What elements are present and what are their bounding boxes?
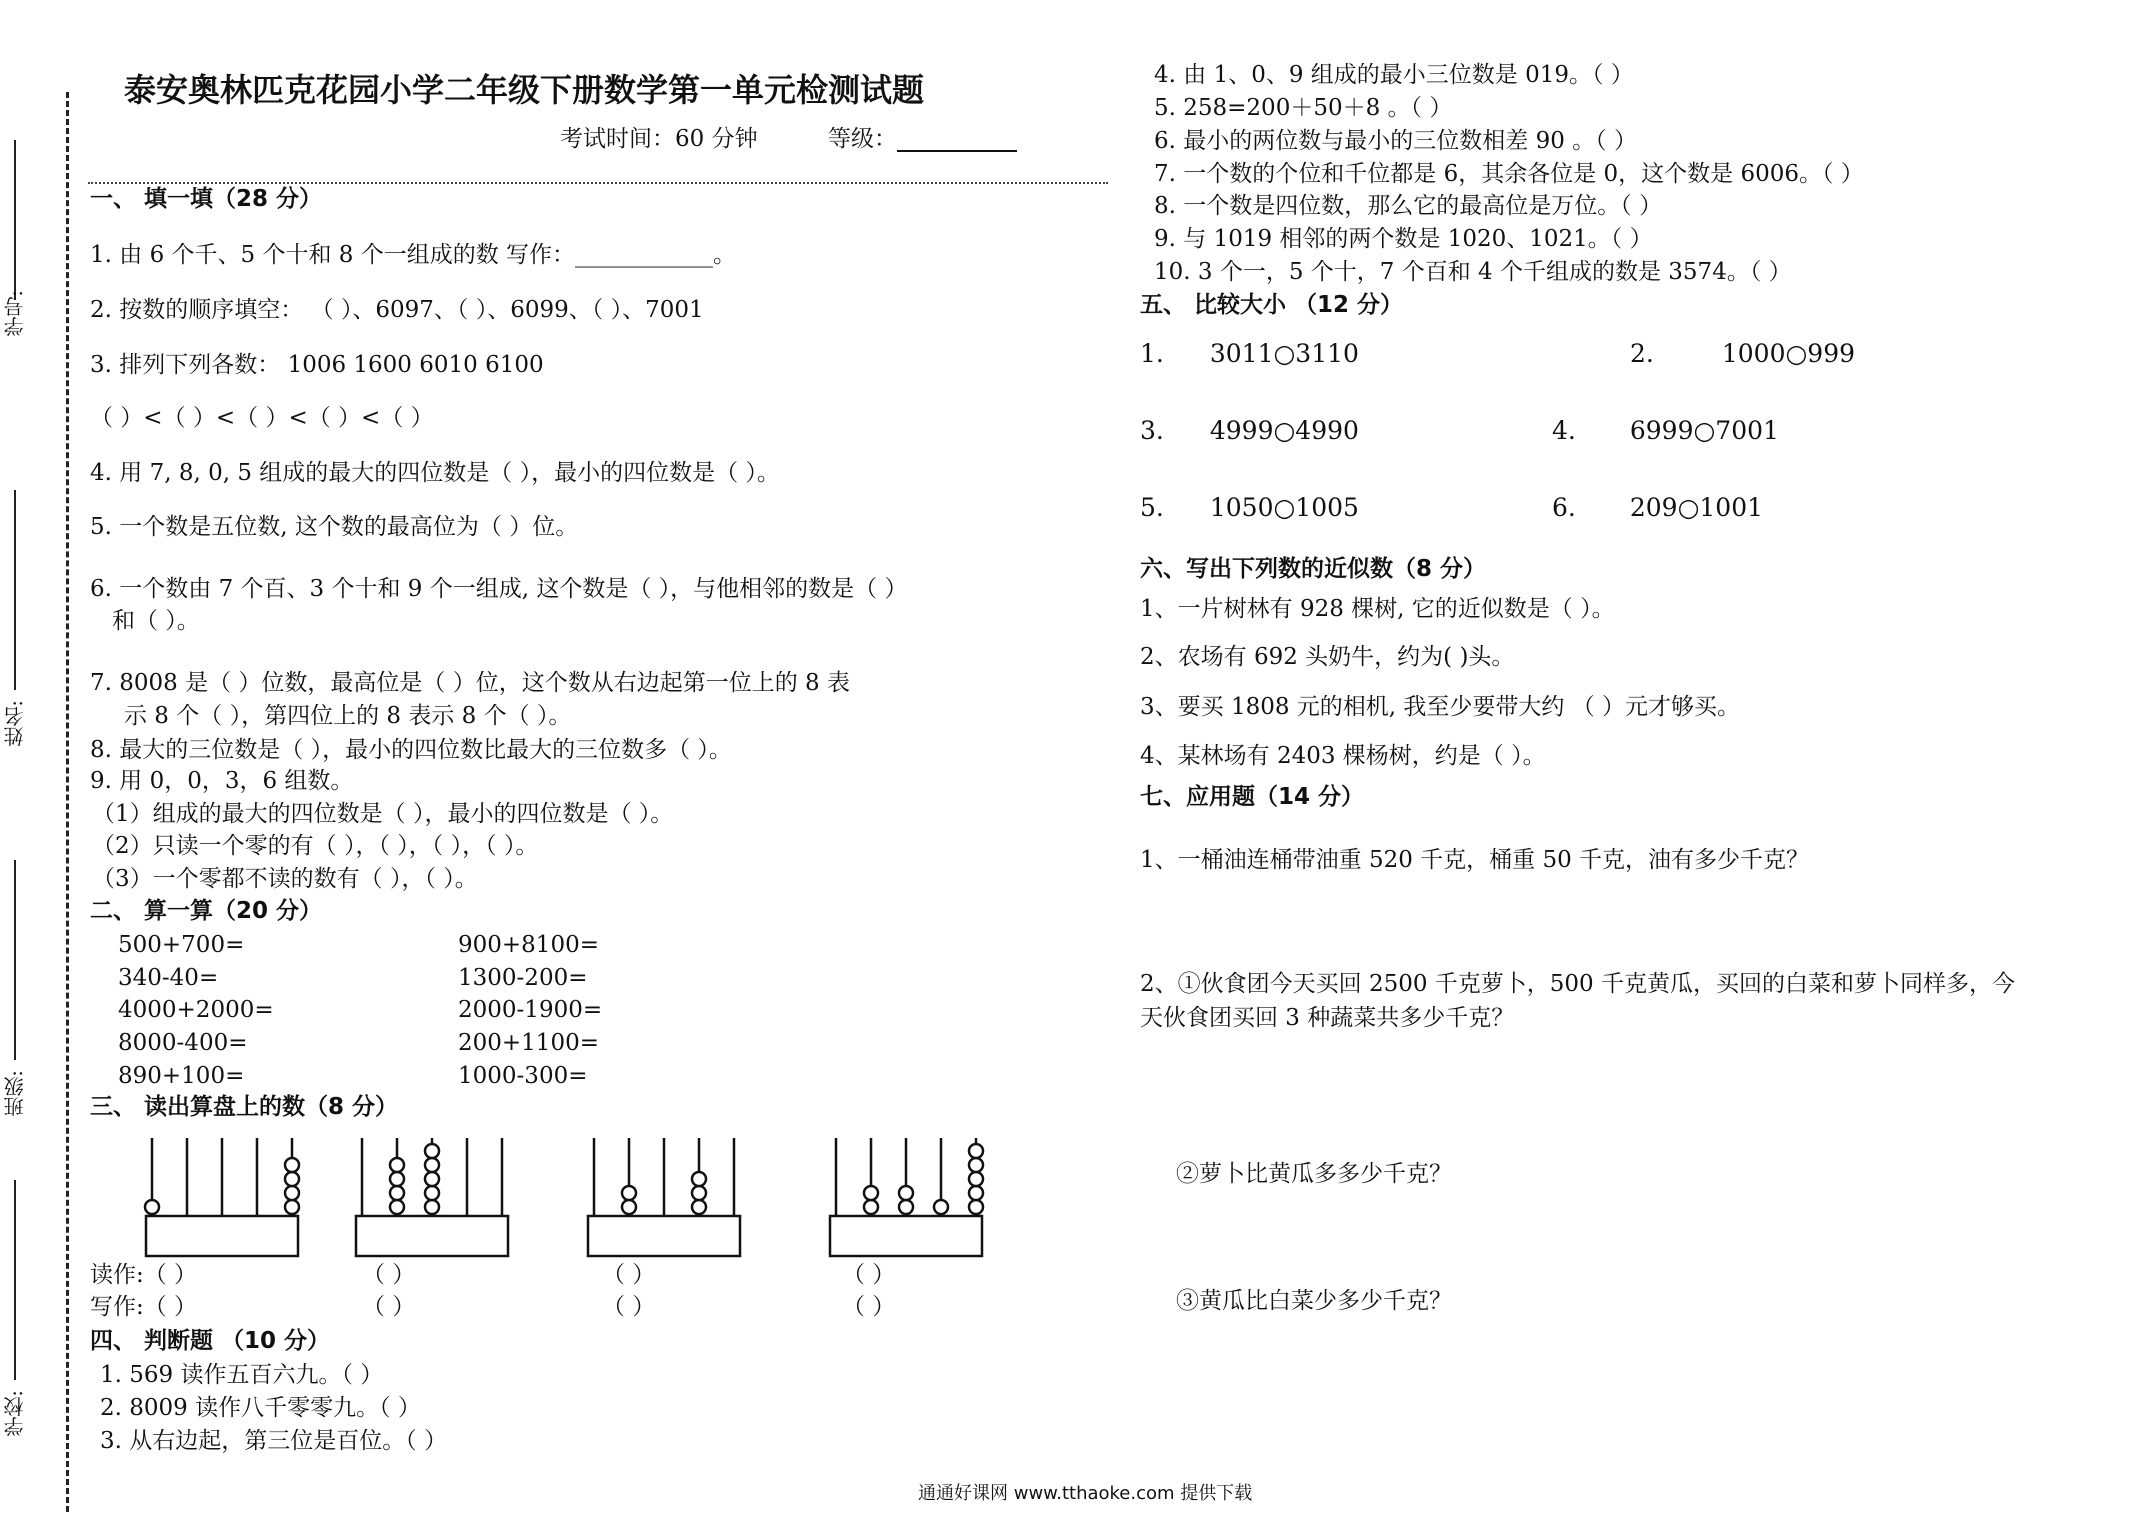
app-q1: 1、一桶油连桶带油重 520 千克，桶重 50 千克，油有多少千克？	[1140, 847, 1810, 873]
app-q2-cont: 天伙食团买回 3 种蔬菜共多少千克？	[1140, 1005, 1515, 1031]
calc-left-5: 890+100=	[118, 1063, 245, 1089]
judge-item-7: 7. 一个数的个位和千位都是 6，其余各位是 0，这个数是 6006。（ ）	[1154, 161, 1864, 187]
calc-left-1: 500+700=	[118, 932, 245, 958]
abacus-bead	[390, 1172, 404, 1186]
compare-2	[1630, 340, 1855, 369]
s1-q7-cont: 示 8 个（ ），第四位上的 8 表示 8 个（ ）。	[124, 703, 572, 729]
section1-heading: 一、 填一填（28 分）	[90, 186, 323, 212]
judge-item-10: 10. 3 个一，5 个十，7 个百和 4 个千组成的数是 3574。（ ）	[1154, 259, 1792, 285]
app-q2-part3: ③黄瓜比白菜少多少千克？	[1176, 1288, 1452, 1314]
abacus-write-3: （ ）	[602, 1294, 656, 1320]
grade-label: 等级：	[828, 126, 897, 152]
compare-1-num: 1.	[1140, 339, 1164, 368]
abacus-drawing	[354, 1138, 510, 1256]
section5-heading: 五、 比较大小 （12 分）	[1140, 292, 1404, 318]
app-q2: 2、①伙食团今天买回 2500 千克萝卜，500 千克黄瓜，买回的白菜和萝卜同样多，今	[1140, 971, 2015, 997]
abacus-1	[144, 1138, 300, 1262]
calc-right-3: 2000-1900=	[458, 997, 603, 1023]
abacus-bead	[145, 1200, 159, 1214]
approx-item-4: 4、某林场有 2403 棵杨树，约是（ ）。	[1140, 743, 1546, 769]
compare-3	[1140, 417, 1359, 446]
abacus-bead	[899, 1200, 913, 1214]
judge-item-3: 3. 从右边起，第三位是百位。（ ）	[100, 1428, 448, 1454]
abacus-read-3: （ ）	[602, 1262, 656, 1288]
binding-dashed-line	[66, 92, 69, 1512]
compare-3-num: 3.	[1140, 416, 1164, 445]
abacus-bead	[425, 1172, 439, 1186]
grade-field	[828, 126, 1017, 152]
abacus-bead	[864, 1200, 878, 1214]
section7-heading: 七、应用题（14 分）	[1140, 784, 1365, 810]
abacus-4	[828, 1138, 984, 1262]
class-line	[14, 860, 16, 1060]
s1-q7: 7. 8008 是（ ）位数，最高位是（ ）位，这个数从右边起第一位上的 8 表	[90, 670, 850, 696]
judge-item-2: 2. 8009 读作八千零零九。（ ）	[100, 1395, 421, 1421]
s1-q9-3: （3）一个零都不读的数有（ ），（ ）。	[92, 866, 478, 892]
abacus-bead	[425, 1186, 439, 1200]
compare-4	[1552, 417, 1779, 446]
abacus-bead	[285, 1172, 299, 1186]
calc-right-1: 900+8100=	[458, 932, 599, 958]
approx-item-2: 2、农场有 692 头奶牛，约为( )头。	[1140, 644, 1515, 670]
s1-q3-blanks: （ ）<（ ）<（ ）<（ ）<（ ）	[90, 405, 434, 431]
abacus-bead	[390, 1158, 404, 1172]
s1-q5: 5. 一个数是五位数, 这个数的最高位为（ ）位。	[90, 514, 579, 540]
abacus-2	[354, 1138, 510, 1262]
calc-left-4: 8000-400=	[118, 1030, 248, 1056]
compare-5-num: 5.	[1140, 493, 1164, 522]
s1-q6: 6. 一个数由 7 个百、3 个十和 9 个一组成, 这个数是（ ），与他相邻的数是（ ）	[90, 576, 908, 602]
compare-3-expr: 4999○4990	[1209, 416, 1359, 445]
abacus-bead	[969, 1186, 983, 1200]
calc-left-2: 340-40=	[118, 965, 219, 991]
school-line	[14, 1180, 16, 1380]
abacus-bead	[692, 1172, 706, 1186]
abacus-write-4: （ ）	[842, 1294, 896, 1320]
approx-item-3: 3、要买 1808 元的相机, 我至少要带大约 （ ）元才够买。	[1140, 694, 1741, 720]
abacus-frame	[830, 1216, 982, 1256]
calc-right-5: 1000-300=	[458, 1063, 588, 1089]
abacus-bead	[425, 1158, 439, 1172]
footer-credit: 通通好课网 www.tthaoke.com 提供下载	[918, 1483, 1253, 1504]
abacus-drawing	[828, 1138, 984, 1256]
abacus-frame	[588, 1216, 740, 1256]
abacus-3	[586, 1138, 742, 1262]
section3-heading: 三、 读出算盘上的数（8 分）	[90, 1094, 399, 1120]
abacus-bead	[899, 1186, 913, 1200]
abacus-bead	[969, 1144, 983, 1158]
s1-q3: 3. 排列下列各数： 1006 1600 6010 6100	[90, 352, 544, 378]
abacus-bead	[692, 1200, 706, 1214]
student-id-label: 学号:	[3, 290, 27, 337]
abacus-write-2: （ ）	[362, 1294, 416, 1320]
abacus-read-4: （ ）	[842, 1262, 896, 1288]
compare-1	[1140, 340, 1359, 369]
abacus-bead	[692, 1186, 706, 1200]
page-title: 泰安奥林匹克花园小学二年级下册数学第一单元检测试题	[124, 71, 925, 109]
s1-q6-cont: 和（ ）。	[112, 608, 200, 634]
abacus-drawing	[586, 1138, 742, 1256]
abacus-bead	[425, 1144, 439, 1158]
judge-item-4: 4. 由 1、0、9 组成的最小三位数是 019。（ ）	[1154, 62, 1634, 88]
compare-5-expr: 1050○1005	[1209, 493, 1359, 522]
section4-heading: 四、 判断题 （10 分）	[90, 1328, 331, 1354]
calc-right-2: 1300-200=	[458, 965, 588, 991]
abacus-frame	[146, 1216, 298, 1256]
compare-5	[1140, 494, 1359, 523]
judge-item-5: 5. 258=200＋50＋8 。（ ）	[1154, 95, 1453, 121]
compare-6-num: 6.	[1552, 493, 1576, 522]
abacus-drawing	[144, 1138, 300, 1256]
abacus-bead	[390, 1200, 404, 1214]
s1-q4: 4. 用 7, 8, 0, 5 组成的最大的四位数是（ ），最小的四位数是（ ）。	[90, 460, 780, 486]
s1-q1: 1. 由 6 个千、5 个十和 8 个一组成的数 写作：____________。	[90, 242, 737, 268]
s1-q9-2: （2）只读一个零的有（ ），（ ），（ ），（ ）。	[92, 833, 539, 859]
abacus-bead	[285, 1200, 299, 1214]
grade-underline	[897, 126, 1017, 152]
abacus-bead	[285, 1158, 299, 1172]
abacus-bead	[425, 1200, 439, 1214]
header-divider	[88, 182, 1108, 184]
abacus-bead	[622, 1186, 636, 1200]
name-label: 姓名:	[3, 700, 27, 747]
compare-6-expr: 209○1001	[1629, 493, 1764, 522]
judge-item-8: 8. 一个数是四位数，那么它的最高位是万位。（ ）	[1154, 193, 1663, 219]
abacus-bead	[864, 1186, 878, 1200]
abacus-bead	[969, 1172, 983, 1186]
abacus-write-1: 写作:（ ）	[90, 1294, 198, 1320]
s1-q2: 2. 按数的顺序填空： （ ）、6097、（ ）、6099、（ ）、7001	[90, 297, 704, 323]
judge-item-9: 9. 与 1019 相邻的两个数是 1020、1021。（ ）	[1154, 226, 1653, 252]
compare-1-expr: 3011○3110	[1209, 339, 1359, 368]
section6-heading: 六、写出下列数的近似数（8 分）	[1140, 556, 1487, 582]
s1-q9-1: （1）组成的最大的四位数是（ ），最小的四位数是（ ）。	[92, 801, 674, 827]
abacus-bead	[390, 1186, 404, 1200]
s1-q8: 8. 最大的三位数是（ ），最小的四位数比最大的三位数多（ ）。	[90, 737, 732, 763]
exam-time: 考试时间：60 分钟	[560, 126, 758, 152]
compare-2-expr: 1000○999	[1721, 339, 1856, 368]
abacus-frame	[356, 1216, 508, 1256]
school-label: 学校:	[3, 1390, 27, 1437]
abacus-bead	[969, 1158, 983, 1172]
abacus-bead	[969, 1200, 983, 1214]
compare-4-expr: 6999○7001	[1629, 416, 1779, 445]
compare-2-num: 2.	[1630, 339, 1654, 368]
approx-item-1: 1、一片树林有 928 棵树, 它的近似数是（ ）。	[1140, 596, 1615, 622]
s1-q9: 9. 用 0，0，3，6 组数。	[90, 768, 354, 794]
compare-6	[1552, 494, 1763, 523]
judge-item-6: 6. 最小的两位数与最小的三位数相差 90 。（ ）	[1154, 128, 1637, 154]
abacus-read-2: （ ）	[362, 1262, 416, 1288]
class-label: 班级:	[3, 1070, 27, 1117]
abacus-bead	[622, 1200, 636, 1214]
abacus-bead	[934, 1200, 948, 1214]
abacus-read-1: 读作:（ ）	[90, 1262, 198, 1288]
abacus-bead	[285, 1186, 299, 1200]
section2-heading: 二、 算一算（20 分）	[90, 898, 323, 924]
name-line	[14, 490, 16, 690]
app-q2-part2: ②萝卜比黄瓜多多少千克？	[1176, 1161, 1452, 1187]
judge-item-1: 1. 569 读作五百六九。（ ）	[100, 1362, 384, 1388]
student-id-line	[14, 140, 16, 300]
calc-left-3: 4000+2000=	[118, 997, 274, 1023]
calc-right-4: 200+1100=	[458, 1030, 599, 1056]
compare-4-num: 4.	[1552, 416, 1576, 445]
